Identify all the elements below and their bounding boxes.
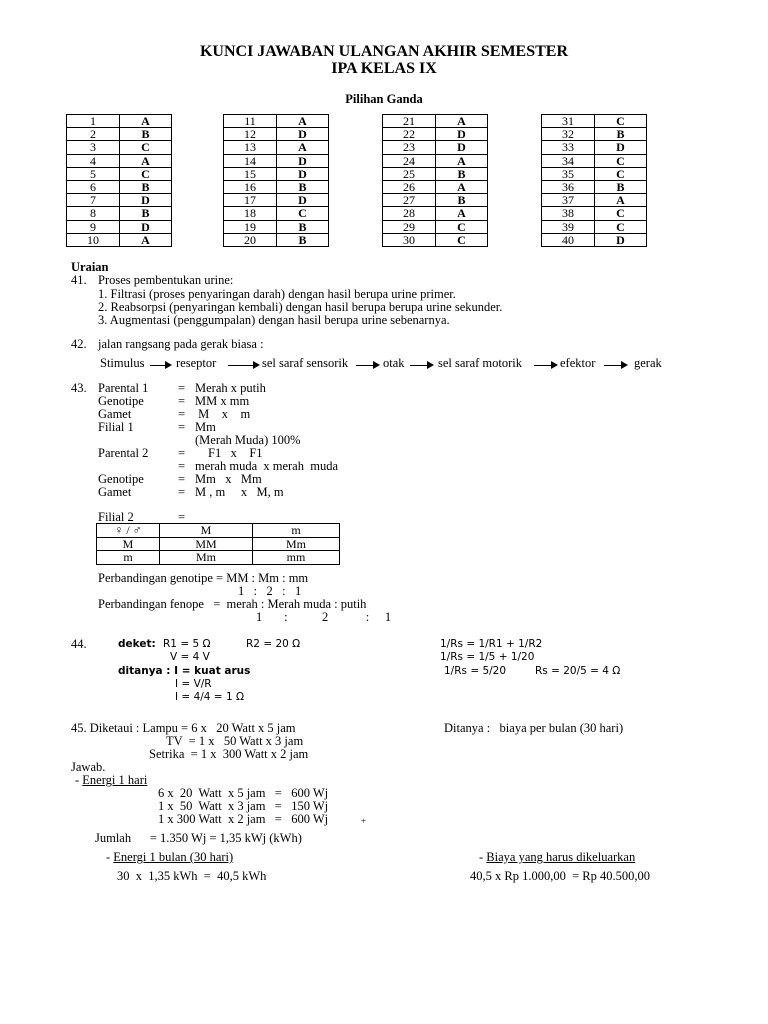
doc-title: KUNCI JAWABAN ULANGAN AKHIR SEMESTER (199, 43, 569, 60)
genotype-ratio: Perbandingan genotipe = MM : Mm : mm (98, 571, 309, 585)
answer-letter: A (436, 154, 488, 167)
answer-letter: A (595, 194, 647, 207)
q43-value-genotipe1: MM x mm (195, 394, 250, 408)
answer-row (383, 207, 488, 220)
q43-value-merah-muda: (Merah Muda) 100% (195, 433, 301, 447)
answer-row (383, 128, 488, 141)
punnett-cell: M (97, 537, 160, 551)
answer-letter: C (277, 207, 329, 220)
answer-letter: B (436, 167, 488, 180)
chain-arrow-4 (410, 365, 432, 366)
answer-letter: C (436, 233, 488, 246)
q45-calc-setrika: 1 x 300 Watt x 2 jam = 600 Wj (158, 812, 329, 826)
answer-row (542, 220, 647, 233)
answer-letter: B (120, 180, 172, 193)
answer-letter: C (595, 167, 647, 180)
answer-number: 12 (224, 128, 277, 141)
answer-row (383, 220, 488, 233)
answer-row (542, 194, 647, 207)
q43-value-genotipe2: Mm x Mm (195, 472, 262, 486)
answer-row (383, 180, 488, 193)
answer-number: 36 (542, 180, 595, 193)
q41-number: 41. (71, 273, 87, 287)
q43-eq: = (178, 485, 186, 499)
chain-sensorik: sel saraf sensorik (262, 356, 349, 370)
answer-row (224, 128, 329, 141)
q45-ditanya: Ditanya : biaya per bulan (30 hari) (444, 721, 624, 735)
answer-row (67, 180, 172, 193)
chain-motorik: sel saraf motorik (438, 356, 523, 370)
answer-number: 35 (542, 167, 595, 180)
q44-rs-result: Rs = 20/5 = 4 Ω (535, 665, 621, 677)
q43-label-gamet2: Gamet (98, 485, 132, 499)
answer-letter: A (436, 207, 488, 220)
q43-eq: = (178, 472, 186, 486)
q45-biaya-label: - Biaya yang harus dikeluarkan (479, 850, 636, 864)
answer-row (542, 233, 647, 246)
answer-number: 27 (383, 194, 436, 207)
answer-letter: D (120, 220, 172, 233)
answer-letter: B (277, 180, 329, 193)
answer-row (224, 180, 329, 193)
answer-row (67, 115, 172, 128)
answer-letter: D (277, 167, 329, 180)
answer-number: 7 (67, 194, 120, 207)
q44-deket: deket: (118, 638, 156, 650)
answer-letter: D (595, 141, 647, 154)
chain-arrow-6 (604, 365, 626, 366)
answer-row (542, 141, 647, 154)
answer-number: 40 (542, 233, 595, 246)
answer-row (224, 207, 329, 220)
q45-biaya-calc: 40,5 x Rp 1.000,00 = Rp 40.500,00 (470, 869, 650, 883)
answer-number: 3 (67, 141, 120, 154)
answer-letter: D (595, 233, 647, 246)
punnett-cell: MM (160, 537, 253, 551)
q42-number: 42. (71, 337, 87, 351)
chain-gerak: gerak (634, 356, 662, 370)
answer-letter: A (436, 180, 488, 193)
q43-eq: = (178, 407, 186, 421)
q45-biaya: Biaya yang harus dikeluarkan (486, 850, 636, 864)
answer-number: 4 (67, 154, 120, 167)
q45-diketahui-tv: TV = 1 x 50 Watt x 3 jam (166, 734, 304, 748)
answer-letter: C (595, 154, 647, 167)
section-heading-pilihan-ganda: Pilihan Ganda (345, 92, 423, 106)
chain-efektor: efektor (560, 356, 596, 370)
answer-number: 39 (542, 220, 595, 233)
q44-rs-sum: 1/Rs = 5/20 (444, 665, 507, 677)
q43-value-parental2: F1 x F1 (208, 446, 263, 460)
answer-row (542, 115, 647, 128)
punnett-header-corner: ♀ / ♂ (97, 524, 160, 538)
answer-number: 21 (383, 115, 436, 128)
chain-arrow-3 (356, 365, 378, 366)
q43-label-filial1: Filial 1 (98, 420, 134, 434)
q43-eq: = (178, 459, 186, 473)
punnett-cell: Mm (160, 551, 253, 565)
answer-number: 13 (224, 141, 277, 154)
answer-letter: B (120, 128, 172, 141)
answer-number: 17 (224, 194, 277, 207)
answer-number: 28 (383, 207, 436, 220)
answer-row (224, 167, 329, 180)
answer-row (542, 154, 647, 167)
q44-rs-formula: 1/Rs = 1/R1 + 1/R2 (440, 638, 543, 650)
answer-number: 38 (542, 207, 595, 220)
answer-letter: A (436, 115, 488, 128)
answer-number: 31 (542, 115, 595, 128)
q43-label-filial2: Filial 2 (98, 510, 134, 524)
q43-label-genotipe2: Genotipe (98, 472, 144, 486)
punnett-cell: mm (253, 551, 340, 565)
q45-energi-hari-label: - Energi 1 hari (75, 773, 148, 787)
q41-text: Proses pembentukan urine: (98, 273, 234, 287)
answer-letter: D (277, 194, 329, 207)
answer-number: 9 (67, 220, 120, 233)
answer-letter: A (277, 115, 329, 128)
answer-number: 32 (542, 128, 595, 141)
punnett-cell: m (97, 551, 160, 565)
answer-letter: C (595, 220, 647, 233)
answer-letter: D (120, 194, 172, 207)
answer-letter: B (436, 194, 488, 207)
answer-number: 22 (383, 128, 436, 141)
answer-number: 11 (224, 115, 277, 128)
answer-row (67, 220, 172, 233)
q45-energi-bulan-label: - Energi 1 bulan (30 hari) (106, 850, 234, 864)
answer-letter: B (120, 207, 172, 220)
doc-subtitle: IPA KELAS IX (331, 60, 437, 77)
chain-otak: otak (383, 356, 405, 370)
answer-number: 5 (67, 167, 120, 180)
q45-jumlah: Jumlah = 1.350 Wj = 1,35 kWj (kWh) (95, 831, 302, 845)
answer-letter: A (120, 115, 172, 128)
answer-row (542, 128, 647, 141)
answer-number: 33 (542, 141, 595, 154)
q43-label-gamet1: Gamet (98, 407, 132, 421)
chain-arrow-2 (228, 365, 258, 366)
answer-number: 15 (224, 167, 277, 180)
answer-number: 6 (67, 180, 120, 193)
answer-number: 23 (383, 141, 436, 154)
q45-energi-hari: Energi 1 hari (82, 773, 148, 787)
answer-number: 18 (224, 207, 277, 220)
q43-eq: = (178, 394, 186, 408)
q45-energi-bulan: Energi 1 bulan (30 hari) (113, 850, 234, 864)
chain-arrow-1 (150, 365, 170, 366)
q44-number: 44. (71, 637, 87, 651)
answer-letter: B (595, 128, 647, 141)
answer-row (224, 141, 329, 154)
answer-row (542, 207, 647, 220)
answer-letter: A (120, 233, 172, 246)
q43-eq: = (178, 446, 186, 460)
q44-r1: R1 = 5 Ω (163, 638, 211, 650)
answer-letter: D (436, 141, 488, 154)
answer-row (224, 220, 329, 233)
answer-row (383, 115, 488, 128)
answer-row (542, 180, 647, 193)
chain-stimulus: Stimulus (100, 356, 145, 370)
answer-row (383, 233, 488, 246)
answer-number: 29 (383, 220, 436, 233)
answer-number: 16 (224, 180, 277, 193)
q41-item-2: 2. Reabsorpsi (penyaringan kembali) dengan hasil berupa berupa urine sekunder. (98, 300, 503, 314)
q43-label-genotipe1: Genotipe (98, 394, 144, 408)
answer-row (67, 141, 172, 154)
phenotype-ratio: Perbandingan fenope = merah : Merah muda : putih (98, 597, 367, 611)
answer-row (383, 167, 488, 180)
q45-plus-sign: + (361, 816, 367, 826)
answer-row (67, 233, 172, 246)
answer-letter: C (595, 207, 647, 220)
q43-eq: = (178, 420, 186, 434)
answer-letter: C (436, 220, 488, 233)
answer-letter: B (277, 233, 329, 246)
q44-result: I = 4/4 = 1 Ω (175, 691, 244, 703)
q43-value-parental1: Merah x putih (195, 381, 266, 395)
q41-item-3: 3. Augmentasi (penggumpalan) dengan hasil berupa urine sebenarnya. (98, 313, 450, 327)
punnett-square (96, 523, 340, 565)
chain-reseptor: reseptor (176, 356, 217, 370)
q44-formula-ohm: I = V/R (175, 678, 212, 690)
answer-row (383, 141, 488, 154)
answer-number: 1 (67, 115, 120, 128)
q43-value-merah-muda-cross: merah muda x merah muda (195, 459, 339, 473)
answer-row (542, 167, 647, 180)
answer-number: 34 (542, 154, 595, 167)
punnett-header-cell: M (160, 524, 253, 538)
answer-letter: D (277, 128, 329, 141)
q41-item-1: 1. Filtrasi (proses penyaringan darah) dengan hasil berupa urine primer. (98, 287, 456, 301)
answer-row (224, 233, 329, 246)
answer-table-1 (66, 114, 172, 247)
answer-number: 8 (67, 207, 120, 220)
answer-number: 25 (383, 167, 436, 180)
q45-calc-tv: 1 x 50 Watt x 3 jam = 150 Wj (158, 799, 329, 813)
answer-table-4 (541, 114, 647, 247)
q43-eq: = (178, 510, 186, 524)
answer-number: 24 (383, 154, 436, 167)
answer-letter: A (277, 141, 329, 154)
q43-number: 43. (71, 381, 87, 395)
answer-letter: C (120, 167, 172, 180)
answer-number: 20 (224, 233, 277, 246)
q45-calc-lampu: 6 x 20 Watt x 5 jam = 600 Wj (158, 786, 329, 800)
answer-number: 2 (67, 128, 120, 141)
answer-number: 30 (383, 233, 436, 246)
answer-letter: D (277, 154, 329, 167)
answer-number: 26 (383, 180, 436, 193)
answer-table-3 (382, 114, 488, 247)
uraian-heading: Uraian (71, 260, 109, 274)
q43-value-filial1: Mm (195, 420, 216, 434)
answer-row (224, 115, 329, 128)
answer-letter: A (120, 154, 172, 167)
answer-row (224, 194, 329, 207)
punnett-cell: Mm (253, 537, 340, 551)
answer-row (67, 167, 172, 180)
answer-table-2 (223, 114, 329, 247)
q44-ditanya: ditanya : I = kuat arus (118, 665, 251, 677)
q43-label-parental1: Parental 1 (98, 381, 149, 395)
answer-row (383, 154, 488, 167)
answer-number: 19 (224, 220, 277, 233)
q45-diketahui-lampu: 45. Diketaui : Lampu = 6 x 20 Watt x 5 jam (71, 721, 296, 735)
answer-letter: D (436, 128, 488, 141)
genotype-ratio-values: 1 : 2 : 1 (238, 584, 302, 598)
q44-r2: R2 = 20 Ω (246, 638, 301, 650)
answer-number: 14 (224, 154, 277, 167)
answer-number: 10 (67, 233, 120, 246)
q44-rs-substitution: 1/Rs = 1/5 + 1/20 (440, 651, 535, 663)
q42-text: jalan rangsang pada gerak biasa : (98, 337, 264, 351)
answer-row (67, 128, 172, 141)
q43-eq: = (178, 381, 186, 395)
q43-label-parental2: Parental 2 (98, 446, 149, 460)
answer-letter: C (595, 115, 647, 128)
q45-energi-bulan-calc: 30 x 1,35 kWh = 40,5 kWh (117, 869, 267, 883)
answer-letter: B (595, 180, 647, 193)
answer-letter: C (120, 141, 172, 154)
answer-row (383, 194, 488, 207)
q45-jawab: Jawab. (71, 760, 106, 774)
phenotype-ratio-values: 1 : 2 : 1 (256, 610, 392, 624)
answer-letter: B (277, 220, 329, 233)
answer-row (67, 207, 172, 220)
q43-value-gamet1: M x m (195, 407, 251, 421)
chain-arrow-5 (534, 365, 556, 366)
punnett-header-cell: m (253, 524, 340, 538)
q44-v: V = 4 V (170, 651, 210, 663)
answer-number: 37 (542, 194, 595, 207)
answer-row (67, 194, 172, 207)
answer-row (67, 154, 172, 167)
answer-row (224, 154, 329, 167)
q45-diketahui-setrika: Setrika = 1 x 300 Watt x 2 jam (149, 747, 309, 761)
q43-value-gamet2: M , m x M, m (195, 485, 284, 499)
